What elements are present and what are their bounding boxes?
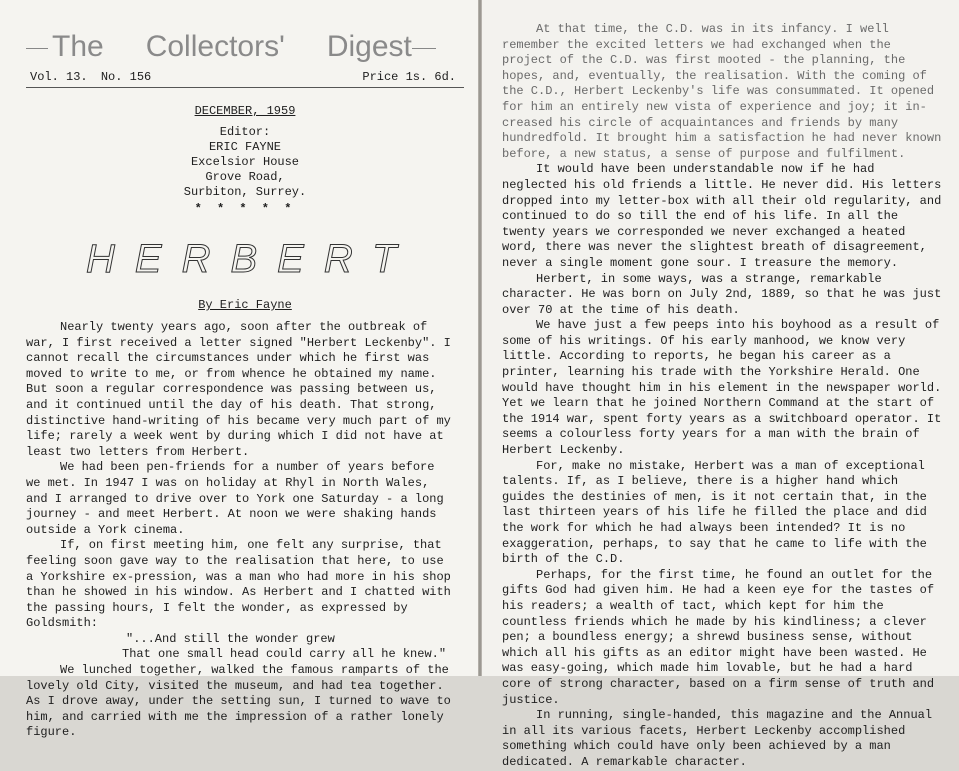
article-paragraph: We have just a few peeps into his boyhood as a result of some of his writings. Of his early manhood, we know very little. According to reports, he began his career as a printer, learning his trade with the Yorkshire Herald. One would have thought him in his element in the newspaper world. Yet we learn that he joined Northern Command at the start of the 1914 war, spent forty years as a switchboard operator. It seems a colourless forty years for a man with the brain of Herbert Leckenby. [502,318,942,458]
divider-stars: * * * * * [194,202,296,216]
article-paragraph: Perhaps, for the first time, he found an outlet for the gifts God had given him. He had a keen eye for the tastes of his readers; a wealth of tact, which kept for him the countless friends which he made by his kindliness; a clever pen; a boundless energy; a shrewd business sense, without which all his gifts as an editor might have been wasted. He was easy-going, which made him lovable, but he had a hard core of strong character, based on a firm sense of truth and justice. [502,567,935,707]
address-line: Surbiton, Surrey. [183,185,307,199]
masthead-the: The [52,30,104,63]
article-paragraph: Herbert, in some ways, was a strange, remarkable character. He was born on July 2nd, 1889, so that he was just over 70 at the time of his death. [502,271,942,317]
masthead-collectors: Collectors' [145,30,285,63]
volume-number: Vol. 13. [30,70,88,84]
editor-block [26,125,464,217]
left-article-body [26,320,464,741]
article-paragraph: For, make no mistake, Herbert was a man of exceptional talents. If, as I believe, there is a higher hand which guides the destinies of men, is it not certain that, in the last thirteen years of his life he filled the place and did the work for which he had always been intended? It is no exaggeration, perhaps, to say that he came to life with the birth of the C.D. [502,458,927,567]
masthead-digest: Digest [326,30,412,63]
masthead [26,30,464,66]
byline: By Eric Fayne [198,298,292,312]
address-line: Excelsior House [190,155,300,169]
editor-label: Editor: [219,125,271,139]
price: Price 1s. 6d. [362,70,456,84]
article-paragraph: It would have been understandable now if he had neglected his old friends a little. He never did. His letters dropped into my letter-box with all their old regularity, and continued to do so till the end of his life. In all the twenty years we corresponded we never exchanged a heated word, there was never the slightest breath of disagreement, never a single moment gone sour. I treasure the memory. [502,162,942,270]
editor-name: ERIC FAYNE [208,140,281,154]
masthead-rule-right [412,48,436,49]
right-page [482,0,959,769]
quote-line: "...And still the wonder grew [126,631,335,646]
address-line: Grove Road, [205,170,285,184]
article-paragraph: We lunched together, walked the famous ramparts of the lovely old City, visited the museum, and had tea together. As I drove away, under the setting sun, I turned to wave to him, and carried with me the impression of a rather lonely figure. [26,663,451,740]
issue-date: DECEMBER, 1959 [194,104,296,118]
issue-number: No. 156 [100,70,152,84]
article-paragraph: Nearly twenty years ago, soon after the outbreak of war, I first received a letter signed "Herbert Leckenby". I cannot recall the circumstances under which he first was moved to write to me, or from whence he obtained my name. But soon a regular correspondence was passing between us, and it continued until the day of his death. That strong, distinctive hand-writing of his became very much part of my life; rarely a week went by during which I did not have at least two letters from Herbert. [26,320,451,459]
masthead-rule-left [26,48,48,49]
article-title: HERBERT [86,237,417,281]
article-paragraph: In running, single-handed, this magazine and the Annual in all its various facets, Herbert Leckenby accomplished something which could have only been achieved by a man dedicated. A remarkable character. [502,708,933,769]
quote-line: That one small head could carry all he knew." [122,647,447,662]
left-page [0,0,478,740]
volume-line [26,66,464,88]
article-paragraph: We had been pen-friends for a number of years before we met. In 1947 I was on holiday at Rhyl in North Wales, and I arranged to drive over to York one Saturday - a long journey - and meet Herbert. At noon we were shaking hands outside a York cinema. [26,460,444,537]
article-paragraph: If, on first meeting him, one felt any surprise, that feeling soon gave way to the realisation that here, to use a Yorkshire ex-pression, was a man who had more in his shop than he showed in his window. As Herbert and I chatted with the passing hours, I felt the wonder, as expressed by Goldsmith: [26,538,451,631]
article-paragraph: At that time, the C.D. was in its infancy. I well remember the excited letters we had exchanged when the project of the C.D. was first mooted - the planning, the hopes, and, eventually, the realisation. With the coming of the C.D., Herbert Leckenby's life was consummated. It opened for him an entirely new vista of experience and joy; it in-creased his circle of acquaintances and friends by many hundredfold. It brought him a satisfaction he had never known before, a new status, a sense of purpose and fulfilment. [502,22,942,161]
